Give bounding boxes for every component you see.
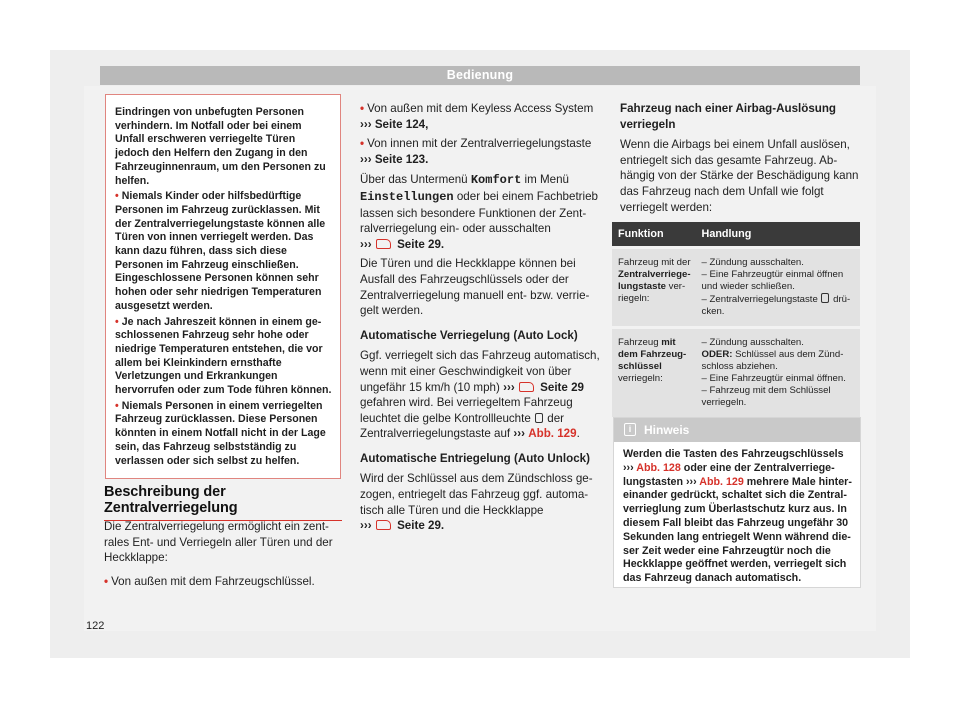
- paragraph: Die Türen und die Heckklappe können bei Ausfall des Fahrzeugschlüssels oder der Zentralverriegelung manuell ent- bzw. verriegelt werden.: [360, 257, 590, 318]
- function-table: [612, 222, 860, 417]
- table-cell: – Zündung ausschalten. – Eine Fahrzeugtür einmal öffnen und wieder schließen. – Zentralverriegelungstaste drücken.: [696, 248, 860, 328]
- menu-term: Komfort: [470, 173, 522, 188]
- bullet-icon: •: [104, 574, 109, 588]
- warning-intro: Eindringen von unbefugten Personen verhindern. Im Notfall oder bei einem Unfall erschweren verriegelte Türen jedoch den Helfern den Zugang in den Fahrzeuginnenraum, um den Personen zu helfen.: [115, 106, 326, 187]
- paragraph: Ggf. verriegelt sich das Fahrzeug automatisch, wenn mit einer Geschwindigkeit von über ungefähr 15 km/h (10 mph) ››› Seite 29 gefahren wird. Bei verriegeltem Fahrzeug leuchtet die gelbe Kontrollleuchte der Zentralverriegelungstaste auf ››› Abb. 129.: [360, 349, 600, 441]
- page-number: 122: [86, 620, 105, 632]
- right-column: [620, 101, 860, 215]
- note-header: [614, 418, 860, 442]
- warning-item: • Niemals Personen in einem verriegelten Fahrzeug zurücklassen. Diese Personen könnten in einem Notfall nicht in der Lage sein, das Fahrzeug selbstständig zu verlassen oder sich selbst zu helfen.: [115, 399, 326, 467]
- lock-icon: [535, 413, 543, 423]
- column-header: Funktion: [612, 222, 696, 248]
- column-header: Handlung: [696, 222, 860, 248]
- table-cell: – Zündung ausschalten. ODER: Schlüssel aus dem Zündschloss abziehen. – Eine Fahrzeugtür einmal öffnen. – Fahrzeug mit dem Schlüssel verriegeln.: [696, 328, 860, 418]
- paragraph: Wenn die Airbags bei einem Unfall auslösen, entriegelt sich das gesamte Fahrzeug. Abhängig von der Stärke der Beschädigung kann das Fahrzeug nach dem Unfall wie folgt verriegelt werden:: [620, 138, 859, 214]
- bullet-icon: •: [115, 399, 119, 412]
- list-item: • Von außen mit dem Keyless Access System ››› Seite 124,: [360, 102, 594, 131]
- page-reference-link[interactable]: Seite 123: [374, 152, 426, 166]
- table-cell: Fahrzeug mit der Zentralverriegelungstaste verriegeln:: [612, 248, 696, 328]
- warning-item: • Je nach Jahreszeit können in einem geschlossenen Fahrzeug sehr hohe oder niedrige Temperaturen entstehen, die vor allem bei Kleinkindern ernsthafte Verletzungen und Erkrankungen hervorrufen oder zum Tode führen können.: [115, 315, 332, 397]
- subheading: Fahrzeug nach einer Airbag-Auslösung verriegeln: [620, 102, 837, 131]
- note-body: Werden die Tasten des Fahrzeugschlüssels ››› Abb. 128 oder eine der Zentralverriegelungstasten ››› Abb. 129 mehrere Male hintereinander gedrückt, schaltet sich die Zentralverrieglung zum Überlastschutz kurz aus. In diesem Fall bleibt das Fahrzeug ungefähr 30 Sekunden lang entriegelt Wenn während dieser Zeit weder eine Fahrzeugtür noch die Heckklappe geöffnet werden, verriegelt sich das Fahrzeug danach automatisch.: [623, 448, 852, 585]
- menu-term: Einstellungen: [360, 189, 454, 204]
- table-cell: Fahrzeug mit dem Fahrzeugschlüssel verriegeln:: [612, 328, 696, 418]
- list-item: • Von innen mit der Zentralverriegelungstaste ››› Seite 123.: [360, 137, 592, 166]
- figure-reference-link[interactable]: Abb. 129: [699, 475, 744, 488]
- info-icon: i: [624, 423, 636, 436]
- book-icon: [376, 239, 391, 249]
- page-reference-link[interactable]: Seite 29: [397, 519, 441, 533]
- figure-reference-link[interactable]: Abb. 129: [528, 427, 577, 441]
- paragraph: Über das Untermenü Komfort im Menü Einstellungen oder bei einem Fachbetrieb lassen sich besondere Funktionen der Zentralverriegelung ein- oder ausschalten ››› Seite 29.: [360, 173, 598, 251]
- table-row: [612, 248, 860, 328]
- section-intro: Die Zentralverriegelung ermöglicht ein zentrales Ent- und Verriegeln aller Türen und der Heckklappe: • Von außen mit dem Fahrzeugschlüssel.: [104, 519, 340, 589]
- bullet-icon: •: [115, 190, 119, 203]
- bullet-icon: •: [115, 315, 119, 328]
- page-reference-link[interactable]: Seite 124: [374, 117, 426, 131]
- list-item: • Von außen mit dem Fahrzeugschlüssel.: [104, 574, 315, 588]
- book-icon: [519, 382, 534, 392]
- warning-item: • Niemals Kinder oder hilfsbedürftige Personen im Fahrzeug zurücklassen. Mit der Zentralverriegelungstaste können alle Türen von innen verriegelt werden. Das kann dazu führen, dass sich diese Personen im Fahrzeug einschließen. Eingeschlossene Personen können sehr hohen oder sehr niedrigen Temperaturen ausgesetzt werden.: [115, 190, 326, 312]
- table-header-row: [612, 222, 860, 248]
- subheading: Automatische Verriegelung (Auto Lock): [360, 328, 578, 342]
- note-box: [613, 417, 861, 588]
- subheading: Automatische Entriegelung (Auto Unlock): [360, 451, 590, 465]
- section-title: Beschreibung der Zentralverriegelung: [104, 484, 342, 521]
- lock-icon: [821, 293, 829, 303]
- page-reference-link[interactable]: Seite 29: [540, 380, 584, 394]
- paragraph: Wird der Schlüssel aus dem Zündschloss gezogen, entriegelt das Fahrzeug ggf. automatisch alle Türen und die Heckklappe ››› Seite 29.: [360, 472, 593, 533]
- middle-column: [360, 101, 600, 534]
- figure-reference-link[interactable]: Abb. 128: [636, 461, 681, 474]
- book-icon: [376, 520, 391, 530]
- table-row: [612, 328, 860, 418]
- note-title: Hinweis: [644, 423, 690, 437]
- page-reference-link[interactable]: Seite 29: [397, 237, 441, 251]
- warning-box: [105, 94, 341, 479]
- page-header: Bedienung: [100, 66, 860, 85]
